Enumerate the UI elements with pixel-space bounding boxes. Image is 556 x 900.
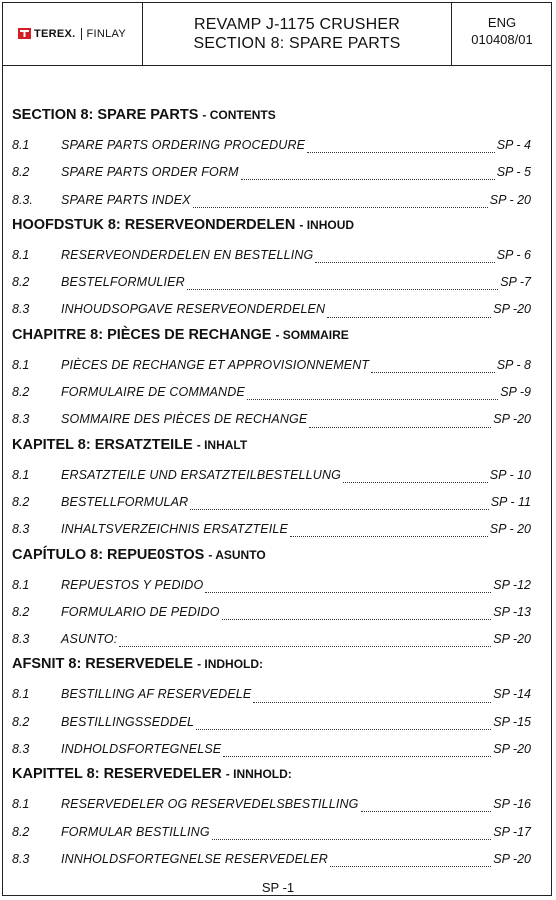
toc-entry[interactable] — [12, 462, 531, 489]
toc-entry[interactable] — [12, 791, 531, 818]
toc-entry-number: 8.2 — [12, 494, 30, 509]
title-line-1: REVAMP J-1175 CRUSHER — [193, 15, 401, 33]
toc-entry-number: 8.1 — [12, 577, 30, 592]
toc-leader-dots — [290, 526, 488, 537]
toc-leader-dots — [196, 719, 491, 730]
toc-entry[interactable] — [12, 681, 531, 708]
toc-leader-dots — [190, 499, 488, 510]
toc-entry-label: INHALTSVERZEICHNIS ERSATZTEILE — [61, 522, 288, 537]
toc-entry-page: SP -13 — [493, 604, 531, 619]
section-title: CHAPITRE 8: PIÈCES DE RECHANGE — [12, 326, 272, 343]
section-subtitle: - SOMMAIRE — [275, 327, 349, 342]
toc-leader-dots — [327, 307, 491, 318]
page-number: SP -1 — [261, 880, 295, 895]
toc-entry-label: BESTELFORMULIER — [61, 275, 185, 290]
toc-leader-dots — [223, 746, 491, 757]
toc-entry-number: 8.2 — [12, 714, 30, 729]
toc-leader-dots — [330, 856, 491, 867]
section-title: CAPÍTULO 8: REPUE0STOS — [12, 546, 205, 563]
toc-leader-dots — [222, 609, 492, 620]
toc-entry[interactable] — [12, 516, 531, 543]
toc-leader-dots — [241, 169, 495, 180]
toc-entry-label: INNHOLDSFORTEGNELSE RESERVEDELER — [61, 851, 328, 866]
toc-entry-page: SP - 8 — [496, 357, 531, 372]
logo-finlay-text: FINLAY — [86, 27, 127, 40]
toc-entry-page: SP -16 — [493, 797, 531, 812]
section-heading — [12, 434, 531, 456]
toc-entry-number: 8.3 — [12, 851, 30, 866]
toc-entry-number: 8.3 — [12, 412, 30, 427]
section-heading — [12, 214, 531, 236]
toc-entry-label: REPUESTOS Y PEDIDO — [61, 577, 204, 592]
toc-entry[interactable] — [12, 626, 531, 653]
toc-entry-page: SP -9 — [500, 385, 531, 400]
toc-leader-dots — [212, 829, 492, 840]
toc-entry-number: 8.3 — [12, 632, 30, 647]
section-subtitle: - INDHOLD: — [197, 657, 264, 672]
toc-entry-label: BESTILLING AF RESERVEDELE — [61, 687, 252, 702]
toc-entry-page: SP - 20 — [489, 522, 531, 537]
toc-entry-label: SPARE PARTS INDEX — [61, 192, 191, 207]
toc-entry-number: 8.1 — [12, 357, 30, 372]
document-title — [143, 2, 452, 65]
toc-entry[interactable] — [12, 819, 531, 846]
toc-entry-page: SP -14 — [493, 687, 531, 702]
section-heading — [12, 324, 531, 346]
toc-entry[interactable] — [12, 599, 531, 626]
section-title: KAPITEL 8: ERSATZTEILE — [12, 436, 193, 453]
section-title: KAPITTEL 8: RESERVEDELER — [12, 766, 222, 783]
section-subtitle: - ASUNTO — [208, 547, 266, 562]
section-subtitle: - INHOUD — [299, 217, 355, 232]
toc-entry[interactable] — [12, 242, 531, 269]
section-heading — [12, 104, 531, 126]
toc-entry-number: 8.3 — [12, 302, 30, 317]
toc-entry-number: 8.1 — [12, 247, 30, 262]
toc-leader-dots — [187, 279, 498, 290]
toc-entry-label: FORMULAIRE DE COMMANDE — [61, 385, 245, 400]
toc-entry-page: SP - 4 — [496, 138, 531, 152]
toc-entry-page: SP - 11 — [490, 494, 531, 509]
toc-entry-page: SP -20 — [493, 632, 531, 647]
toc-entry-label: BESTILLINGSSEDDEL — [61, 714, 195, 729]
section-subtitle: - CONTENTS — [202, 108, 276, 122]
toc-entry-number: 8.3 — [12, 522, 30, 537]
toc-leader-dots — [119, 636, 491, 647]
toc-leader-dots — [315, 252, 494, 263]
toc-entry-label: FORMULARIO DE PEDIDO — [61, 604, 220, 619]
toc-leader-dots — [361, 801, 492, 812]
toc-leader-dots — [253, 692, 491, 703]
toc-entry-label: INDHOLDSFORTEGNELSE — [61, 742, 222, 757]
toc-entry-label: BESTELLFORMULAR — [61, 494, 189, 509]
toc-entry[interactable] — [12, 846, 531, 873]
toc-entry-page: SP -20 — [493, 742, 531, 757]
toc-entry-label: INHOUDSOPGAVE RESERVEONDERDELEN — [61, 302, 326, 317]
toc-entry-label: PIÈCES DE RECHANGE ET APPROVISIONNEMENT — [61, 357, 370, 372]
toc-leader-dots — [307, 142, 495, 153]
toc-leader-dots — [371, 362, 495, 373]
document-code — [452, 2, 552, 65]
section-title: HOOFDSTUK 8: RESERVEONDERDELEN — [12, 216, 296, 233]
toc-leader-dots — [247, 389, 498, 400]
toc-entry[interactable] — [12, 379, 531, 406]
toc-entry-page: SP - 20 — [489, 192, 531, 207]
section-heading — [12, 653, 531, 675]
section-heading — [12, 763, 531, 785]
toc-entry[interactable] — [12, 406, 531, 433]
toc-entry-page: SP -12 — [493, 577, 531, 592]
toc-entry[interactable] — [12, 736, 531, 763]
toc-entry[interactable] — [12, 269, 531, 296]
logo-terex-text: TEREX. — [33, 27, 76, 40]
toc-entry-label: RESERVEONDERDELEN EN BESTELLING — [61, 247, 314, 262]
toc-entry[interactable] — [12, 489, 531, 516]
toc-entry-number: 8.2 — [12, 385, 30, 400]
toc-entry-page: SP - 5 — [496, 165, 531, 180]
document-number: 010408/01 — [471, 32, 533, 47]
toc-entry[interactable] — [12, 352, 531, 379]
toc-entry[interactable] — [12, 572, 531, 599]
toc-leader-dots — [309, 417, 491, 428]
title-line-2: SECTION 8: SPARE PARTS — [193, 34, 401, 52]
section-subtitle: - INNHOLD: — [225, 767, 292, 782]
toc-entry[interactable] — [12, 709, 531, 736]
company-logo — [2, 2, 143, 65]
toc-entry-number: 8.3 — [12, 742, 30, 757]
toc-entry-label: ERSATZTEILE UND ERSATZTEILBESTELLUNG — [61, 467, 341, 482]
toc-entry-number: 8.3. — [12, 192, 33, 207]
document-header — [2, 2, 552, 66]
contents-list — [12, 104, 531, 873]
toc-leader-dots — [205, 582, 491, 593]
toc-entry-label: RESERVEDELER OG RESERVEDELSBESTILLING — [61, 797, 359, 812]
toc-leader-dots — [343, 472, 488, 483]
toc-entry-number: 8.2 — [12, 824, 30, 839]
toc-entry-number: 8.1 — [12, 138, 30, 152]
toc-entry-label: SPARE PARTS ORDERING PROCEDURE — [61, 138, 306, 152]
section-title: SECTION 8: SPARE PARTS — [12, 107, 199, 123]
toc-entry-number: 8.2 — [12, 604, 30, 619]
toc-entry[interactable] — [12, 132, 531, 159]
toc-entry-number: 8.2 — [12, 165, 30, 180]
toc-entry-page: SP -20 — [493, 302, 531, 317]
toc-entry-page: SP -20 — [493, 412, 531, 427]
toc-entry-page: SP -20 — [493, 851, 531, 866]
section-heading — [12, 544, 531, 566]
toc-entry-number: 8.1 — [12, 797, 30, 812]
language-code: ENG — [487, 15, 517, 30]
toc-entry[interactable] — [12, 187, 531, 214]
toc-entry-page: SP -15 — [493, 714, 531, 729]
toc-entry-page: SP - 10 — [489, 467, 531, 482]
terex-logo-icon — [18, 28, 31, 39]
toc-entry-number: 8.2 — [12, 275, 30, 290]
logo-divider — [81, 28, 82, 40]
toc-entry-label: ASUNTO: — [61, 632, 118, 647]
toc-entry-label: SOMMAIRE DES PIÈCES DE RECHANGE — [61, 412, 308, 427]
toc-entry[interactable] — [12, 296, 531, 323]
toc-entry-label: SPARE PARTS ORDER FORM — [61, 165, 239, 180]
toc-entry-number: 8.1 — [12, 467, 30, 482]
toc-entry-page: SP - 6 — [496, 247, 531, 262]
toc-entry-page: SP -17 — [493, 824, 531, 839]
toc-entry-page: SP -7 — [500, 275, 531, 290]
toc-entry-number: 8.1 — [12, 687, 30, 702]
section-subtitle: - INHALT — [196, 437, 248, 452]
toc-leader-dots — [193, 197, 488, 208]
section-title: AFSNIT 8: RESERVEDELE — [12, 656, 194, 673]
toc-entry-label: FORMULAR BESTILLING — [61, 824, 210, 839]
toc-entry[interactable] — [12, 159, 531, 186]
